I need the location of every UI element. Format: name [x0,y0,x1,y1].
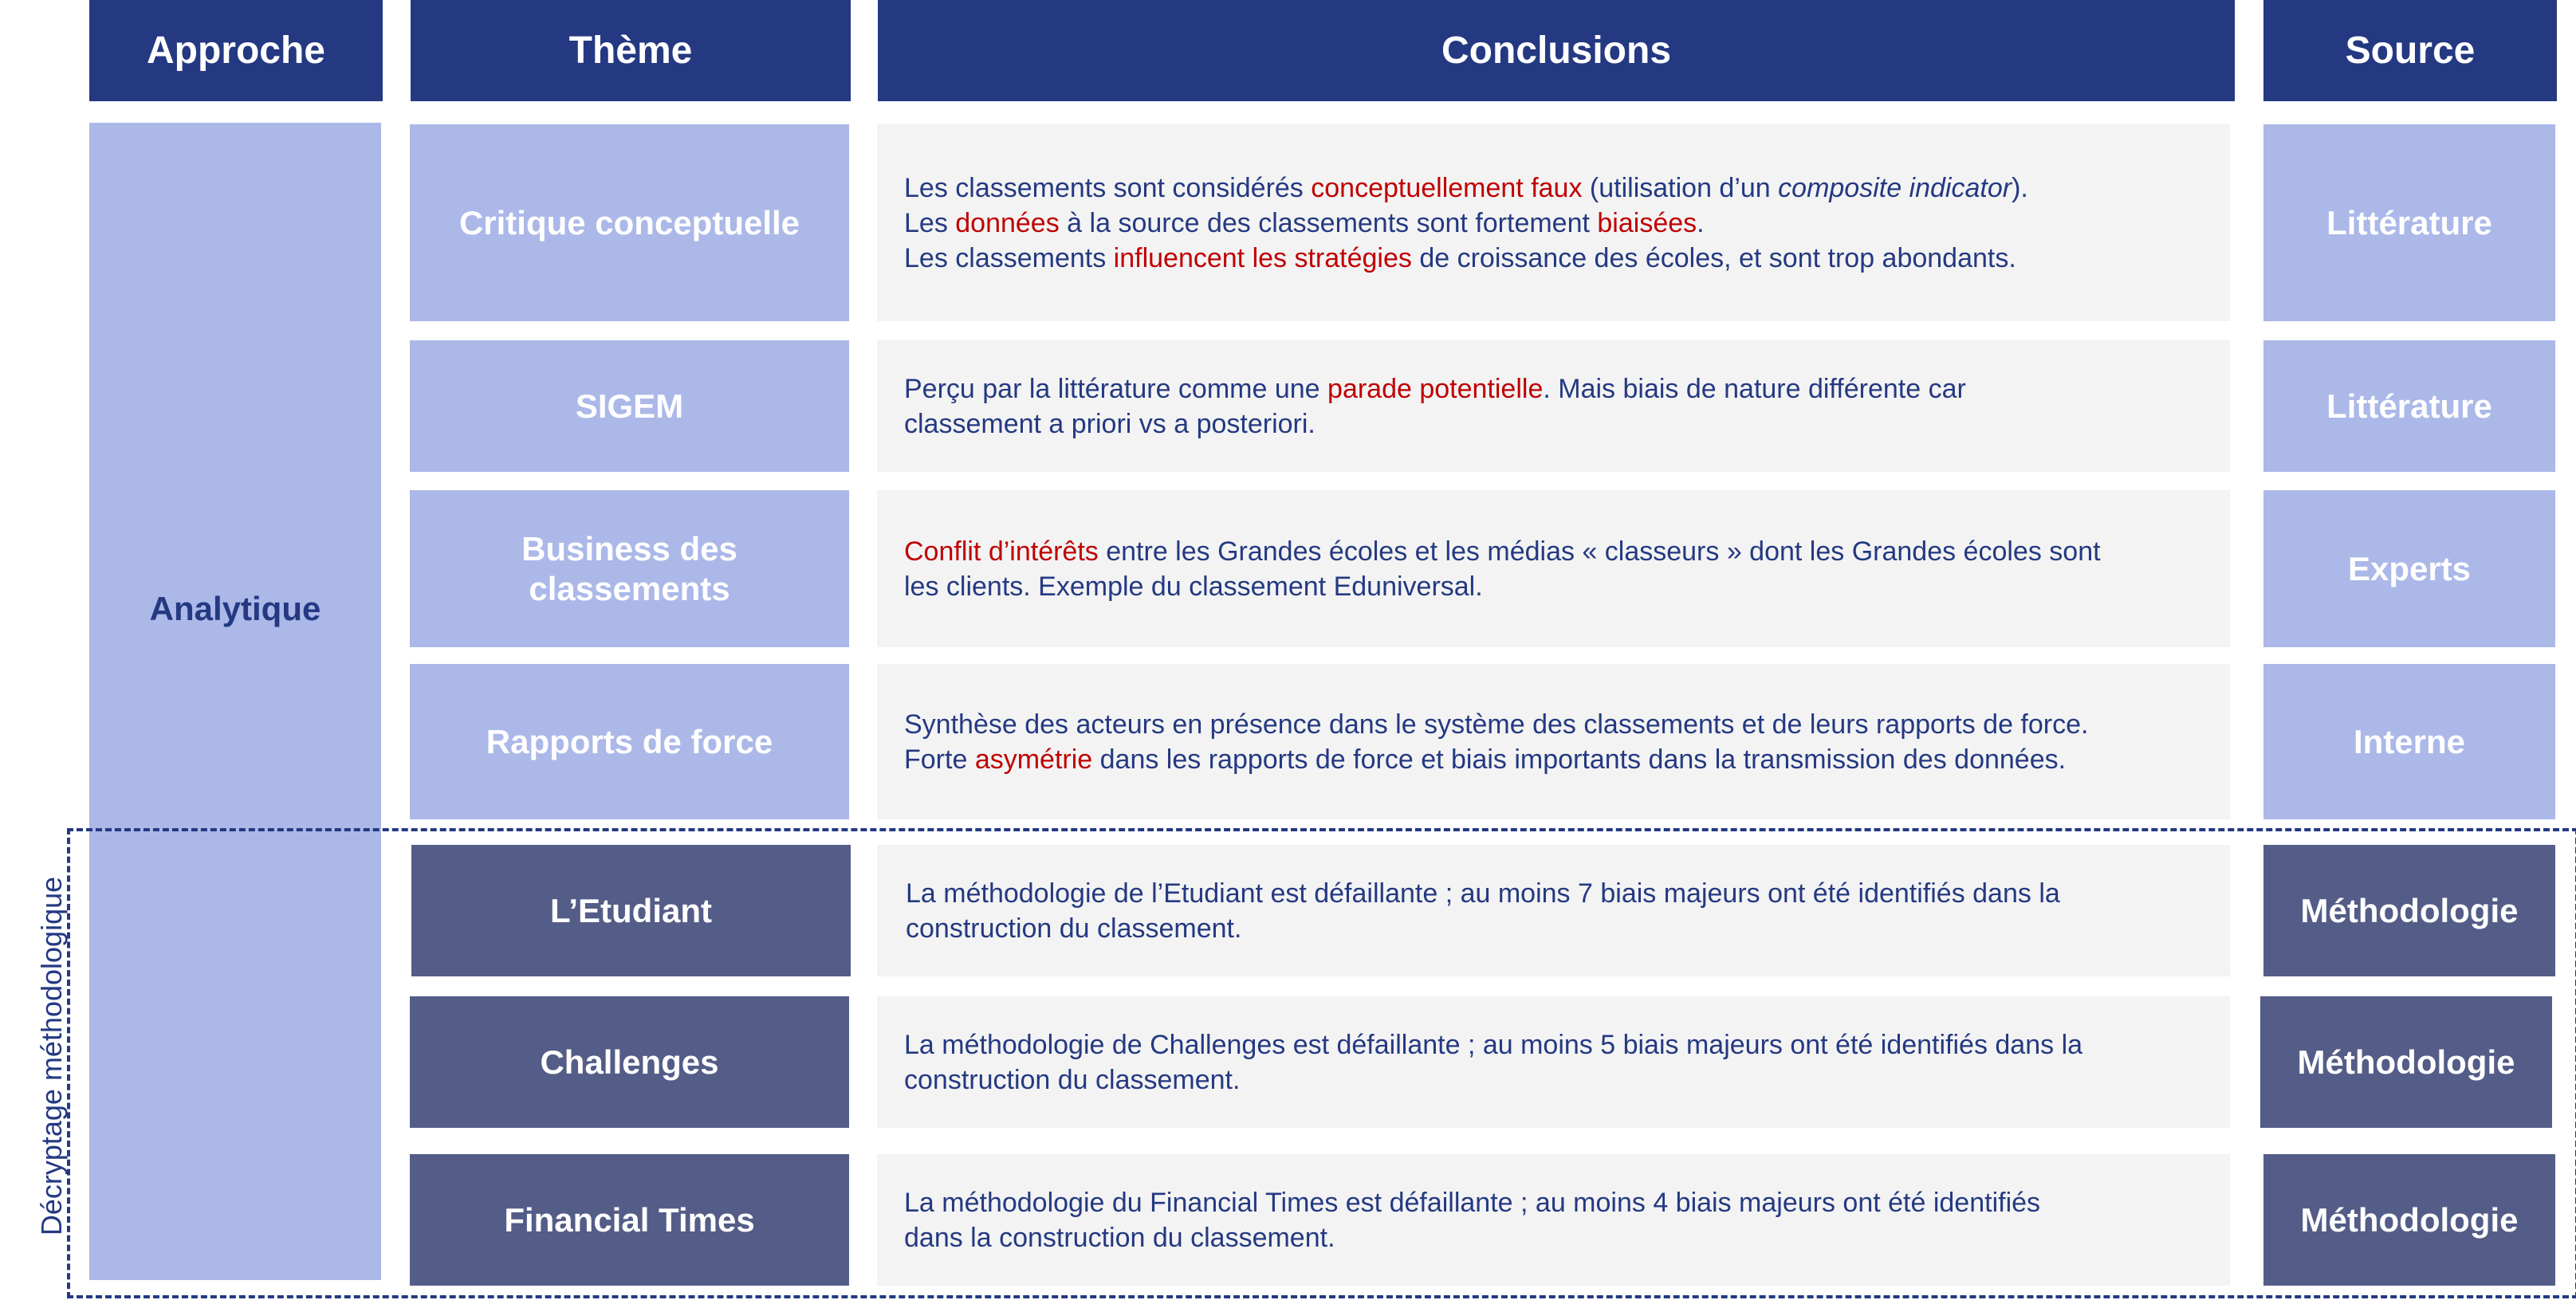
conclusion-line [904,534,2206,569]
conclusion-text: Les classements [904,242,1114,273]
conclusion-line [904,206,2206,241]
header-approche: Approche [89,0,383,101]
conclusion-text: à la source des classements sont fortement [1059,207,1598,238]
highlighted-text: biaisées [1597,207,1697,238]
conclusion-text: construction du classement. [904,1064,1241,1095]
conclusion-text: . [1697,207,1705,238]
conclusion-text: Les [904,207,956,238]
conclusion-text: (utilisation d’un [1582,172,1779,203]
header-source: Source [2263,0,2557,101]
conclusion-text: La méthodologie de l’Etudiant est défaillante ; au moins 7 biais majeurs ont été identifiés dans la [906,878,2060,909]
header-theme: Thème [411,0,851,101]
conclusion-text: Les classements sont considérés [904,172,1312,203]
conclusion-text: construction du classement. [906,913,1242,944]
source-cell: Experts [2263,490,2555,647]
header-conclusions: Conclusions [878,0,2235,101]
conclusion-text: ). [2012,172,2028,203]
theme-cell: Rapports de force [410,664,849,819]
conclusion-line [904,569,2206,604]
conclusion-text: La méthodologie du Financial Times est défaillante ; au moins 4 biais majeurs ont été identifiés [904,1187,2041,1218]
conclusion-line [904,707,2206,742]
source-cell: Interne [2263,664,2555,819]
conclusion-line [904,371,2206,406]
theme-cell: L’Etudiant [411,845,851,976]
highlighted-text: conceptuellement faux [1311,172,1583,203]
highlighted-text: Conflit d’intérêts [904,536,1099,567]
source-cell: Littérature [2263,340,2555,472]
conclusion-text: Synthèse des acteurs en présence dans le système des classements et de leurs rapports de force. [904,709,2089,740]
conclusion-line [904,406,2206,442]
source-cell: Méthodologie [2263,845,2555,976]
highlighted-text: asymétrie [974,744,1093,775]
theme-cell: Critique conceptuelle [410,124,849,321]
conclusion-line [904,742,2206,777]
source-cell: Méthodologie [2260,996,2552,1128]
source-cell: Littérature [2263,124,2555,321]
conclusion-text: de croissance des écoles, et sont trop abondants. [1411,242,2016,273]
highlighted-text: données [955,207,1060,238]
theme-cell: Challenges [410,996,849,1128]
conclusion-cell [877,340,2230,472]
conclusion-text: entre les Grandes écoles et les médias « classeurs » dont les Grandes écoles sont [1098,536,2101,567]
theme-cell: SIGEM [410,340,849,472]
conclusion-text: La méthodologie de Challenges est défaillante ; au moins 5 biais majeurs ont été identifiés dans la [904,1029,2083,1060]
conclusion-text: classement a priori vs a posteriori. [904,408,1316,439]
section-label-decryptage: Décryptage méthodologique [35,876,68,1236]
conclusion-cell [877,490,2230,647]
approach-label: Analytique [149,590,321,627]
conclusion-text: les clients. Exemple du classement Eduniversal. [904,571,1483,602]
conclusion-text: composite indicator [1778,172,2012,203]
methodology-section-frame [67,828,2576,1298]
conclusion-text: . Mais biais de nature différente car [1543,373,1966,404]
conclusion-text: dans les rapports de force et biais importants dans la transmission des données. [1092,744,2067,775]
highlighted-text: influencent les stratégies [1113,242,1412,273]
conclusion-cell [877,124,2230,321]
theme-cell: Financial Times [410,1154,849,1286]
conclusion-line [904,171,2206,206]
conclusion-line [904,241,2206,276]
conclusion-text: Forte [904,744,975,775]
source-cell: Méthodologie [2263,1154,2555,1286]
conclusion-text: dans la construction du classement. [904,1222,1335,1253]
theme-cell: Business des classements [410,490,849,647]
conclusion-text: Perçu par la littérature comme une [904,373,1328,404]
highlighted-text: parade potentielle [1327,373,1544,404]
conclusion-cell [877,664,2230,819]
